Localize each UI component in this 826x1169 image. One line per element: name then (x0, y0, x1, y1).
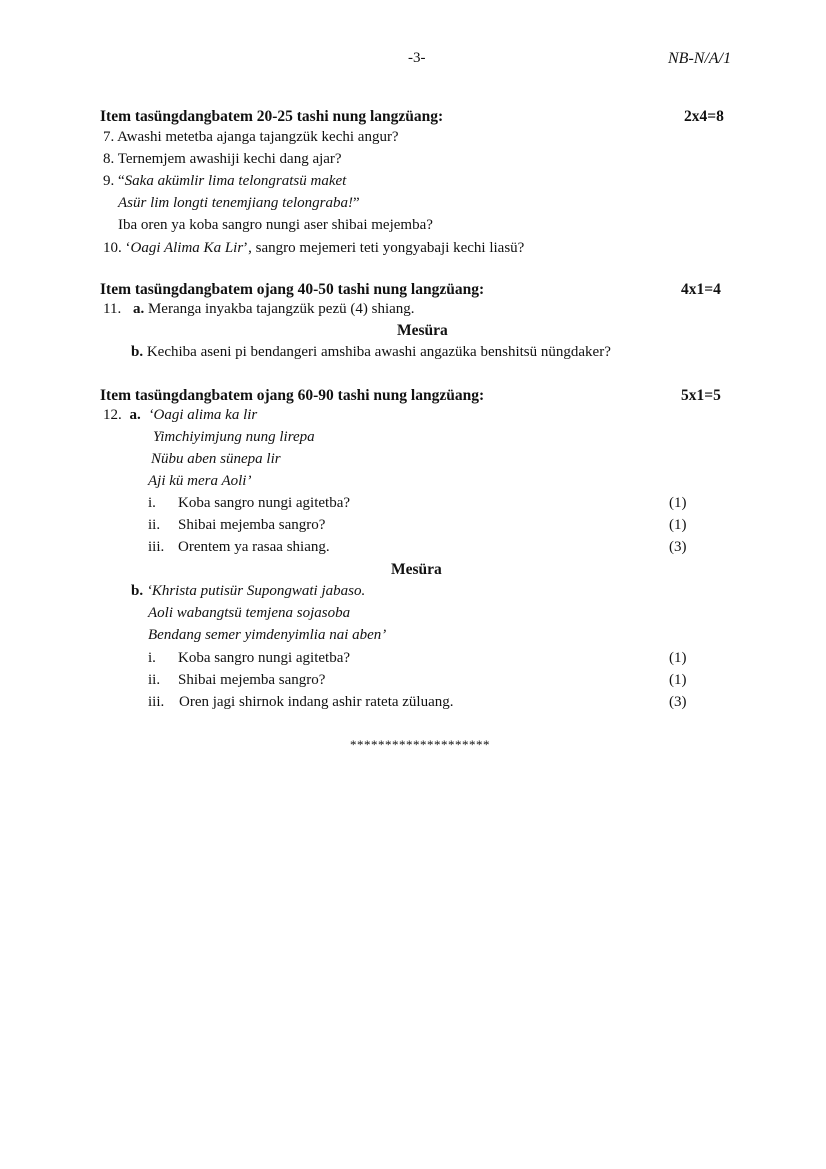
question-10-prefix: 10. ‘ (103, 240, 131, 256)
section-heading: Item tasüngdangbatem 20-25 tashi nung langzüang: (100, 108, 444, 125)
quote-line-2 (118, 195, 360, 212)
option-label: a. (132, 301, 145, 317)
poem-line: Bendang semer yimdenyimlia nai aben’ (148, 627, 387, 643)
question-9 (103, 173, 346, 190)
sub-question-text: Oren jagi shirnok indang ashir rateta züluang. (179, 694, 454, 710)
sub-question-number: iii. (148, 694, 165, 710)
question-12b (131, 583, 365, 600)
question-text: Kechiba aseni pi bendangeri amshiba awashi angazüka benshitsü nüngdaker? (146, 344, 611, 360)
sub-question-text: Orentem ya rasaa shiang. (178, 539, 330, 555)
sub-question-mark: (3) (669, 694, 687, 710)
sub-question-mark: (1) (669, 517, 687, 533)
section-marks: 4x1=4 (681, 281, 721, 298)
page-number: -3- (408, 50, 426, 66)
question-10 (103, 240, 524, 257)
poem-line: Aji kü mera Aoli’ (148, 473, 252, 489)
sub-question-number: i. (148, 650, 156, 666)
question-text: Meranga inyakba tajangzük pezü (4) shiang. (147, 301, 415, 317)
poem-title: Oagi Alima Ka Lir (130, 240, 244, 256)
quote-close: ” (352, 195, 360, 211)
section-heading: Item tasüngdangbatem ojang 60-90 tashi nung langzüang: (100, 387, 485, 404)
poem-line: Yimchiyimjung nung lirepa (153, 429, 315, 445)
question-9-text: Iba oren ya koba sangro nungi aser shibai mejemba? (118, 217, 433, 233)
paper-code: NB-N/A/1 (668, 50, 732, 67)
end-marker: ******************** (350, 737, 490, 752)
sub-question-number: ii. (148, 517, 161, 533)
quote-line: Saka akümlir lima telongratsü maket (124, 173, 347, 189)
section-heading: Item tasüngdangbatem ojang 40-50 tashi nung langzüang: (100, 281, 485, 298)
quote-line: Asür lim longti tenemjiang telongraba! (118, 195, 353, 211)
option-label: a. (129, 407, 141, 423)
poem-line: ‘Oagi alima ka lir (148, 407, 258, 423)
question-11a (103, 301, 415, 318)
sub-question-text: Shibai mejemba sangro? (178, 672, 326, 688)
sub-question-mark: (1) (669, 650, 687, 666)
sub-question-number: i. (148, 495, 156, 511)
sub-question-mark: (1) (669, 672, 687, 688)
sub-question-text: Koba sangro nungi agitetba? (178, 495, 351, 511)
sub-question-text: Koba sangro nungi agitetba? (178, 650, 351, 666)
question-7: 7. Awashi metetba ajanga tajangzük kechi angur? (103, 129, 399, 145)
poem-line: ‘Khrista putisür Supongwati jabaso. (146, 583, 366, 599)
question-8: 8. Ternemjem awashiji kechi dang ajar? (103, 151, 342, 167)
poem-line: Nübu aben sünepa lir (151, 451, 281, 467)
question-number: 11. (103, 301, 122, 317)
question-12a (103, 407, 257, 424)
section-marks: 2x4=8 (684, 108, 724, 125)
sub-question-mark: (1) (669, 495, 687, 511)
option-label: b. (131, 344, 144, 360)
sub-question-mark: (3) (669, 539, 687, 555)
section-marks: 5x1=5 (681, 387, 721, 404)
or-divider: Mesüra (391, 561, 442, 578)
question-9-prefix: 9. “ (103, 173, 125, 189)
or-divider: Mesüra (397, 322, 448, 339)
sub-question-text: Shibai mejemba sangro? (178, 517, 326, 533)
question-11b (131, 344, 611, 361)
poem-line: Aoli wabangtsü temjena sojasoba (148, 605, 351, 621)
question-number: 12. (103, 407, 122, 423)
option-label: b. (131, 583, 144, 599)
sub-question-number: ii. (148, 672, 161, 688)
sub-question-number: iii. (148, 539, 165, 555)
question-10-rest: ’, sangro mejemeri teti yongyabaji kechi liasü? (243, 240, 525, 256)
